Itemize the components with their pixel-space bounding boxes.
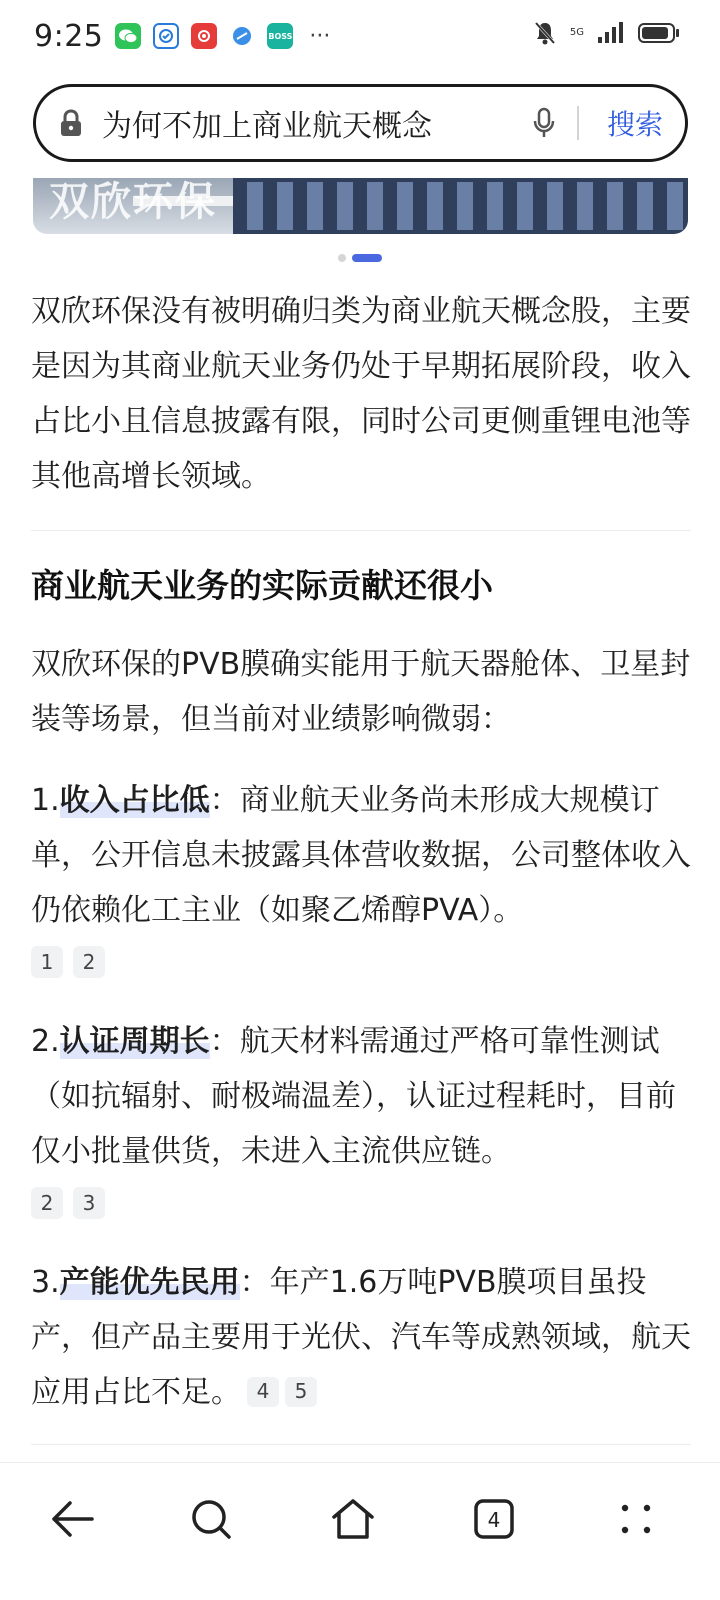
bottom-navigation (0, 1462, 720, 1600)
section-heading: 商业航天业务的实际贡献还很小 (31, 566, 493, 605)
search-query-text[interactable]: 为何不加上商业航天概念 (102, 109, 432, 144)
wechat-icon (115, 23, 141, 49)
search-nav-button[interactable] (181, 1489, 241, 1549)
search-bar[interactable] (33, 84, 688, 162)
list-item (31, 1255, 691, 1420)
list-item-title: 收入占比低 (59, 783, 210, 818)
citation-badge[interactable]: 1 (31, 946, 63, 978)
tab-count: 4 (487, 1508, 501, 1532)
list-item-text: ：航天材料需通过严格可靠性测试（如抗辐射、耐极端温差），认证过程耗时，目前仅小批量供货，未进入主流供应链。 (31, 1024, 676, 1169)
citation-badge[interactable]: 4 (247, 1377, 279, 1407)
search-divider (577, 106, 579, 140)
boss-app-icon: BOSS (267, 23, 293, 49)
menu-dots-icon (618, 1501, 654, 1537)
list-item-text: ：年产1.6万吨PVB膜项目虽投产，但产品主要用于光伏、汽车等成熟领域，航天应用占比不足。 (31, 1265, 691, 1410)
red-app-icon (191, 23, 217, 49)
search-icon (189, 1497, 233, 1541)
carousel-indicator (338, 254, 382, 262)
list-item (31, 773, 691, 938)
tabs-icon (472, 1497, 516, 1541)
citation-badge[interactable]: 2 (31, 1187, 63, 1219)
citation-badge[interactable]: 2 (73, 946, 105, 978)
list-item (31, 1014, 691, 1179)
home-button[interactable] (323, 1489, 383, 1549)
tabs-button[interactable] (464, 1489, 524, 1549)
microphone-icon[interactable] (533, 107, 555, 139)
more-notifications-icon: ··· (309, 23, 331, 49)
citation-badge[interactable]: 3 (73, 1187, 105, 1219)
back-button[interactable] (42, 1489, 102, 1549)
citation-group (31, 946, 691, 978)
battery-icon (638, 22, 680, 44)
result-image-banner[interactable] (33, 178, 688, 234)
list-item-number: 3. (31, 1265, 60, 1300)
list-item-text: ：商业航天业务尚未形成大规模订单，公开信息未披露具体营收数据，公司整体收入仍依赖化工主业（如聚乙烯醇PVA）。 (31, 783, 691, 928)
section-divider (31, 530, 691, 531)
carousel-dot[interactable] (338, 254, 346, 262)
menu-button[interactable] (606, 1489, 666, 1549)
banner-overlay-text: 双欣环保 (49, 179, 217, 225)
answer-intro: 双欣环保没有被明确归类为商业航天概念股，主要是因为其商业航天业务仍处于早期拓展阶段，收入占比小且信息披露有限，同时公司更侧重锂电池等其他高增长领域。 (31, 294, 691, 494)
search-button[interactable]: 搜索 (606, 108, 663, 141)
home-icon (330, 1497, 376, 1541)
signal-icon (596, 21, 626, 45)
section-divider (31, 1444, 691, 1445)
status-time: 9:25 (34, 18, 104, 54)
status-bar (0, 0, 720, 72)
list-item-number: 1. (31, 783, 60, 818)
list-item-title: 认证周期长 (59, 1024, 210, 1059)
compass-app-icon (229, 23, 255, 49)
back-arrow-icon (50, 1499, 94, 1539)
lock-icon (60, 109, 82, 137)
list-item-title: 产能优先民用 (59, 1265, 240, 1300)
shield-app-icon (153, 23, 179, 49)
citation-group (31, 1187, 691, 1219)
carousel-dot-active[interactable] (352, 254, 382, 262)
network-type: 5G (569, 27, 584, 38)
citation-badge[interactable]: 5 (285, 1377, 317, 1407)
answer-content (31, 284, 691, 1445)
mute-bell-icon (532, 20, 558, 46)
status-indicators (532, 20, 680, 46)
list-item-number: 2. (31, 1024, 60, 1059)
building-facade (233, 178, 688, 234)
section-intro: 双欣环保的PVB膜确实能用于航天器舱体、卫星封装等场景，但当前对业绩影响微弱： (31, 647, 691, 737)
